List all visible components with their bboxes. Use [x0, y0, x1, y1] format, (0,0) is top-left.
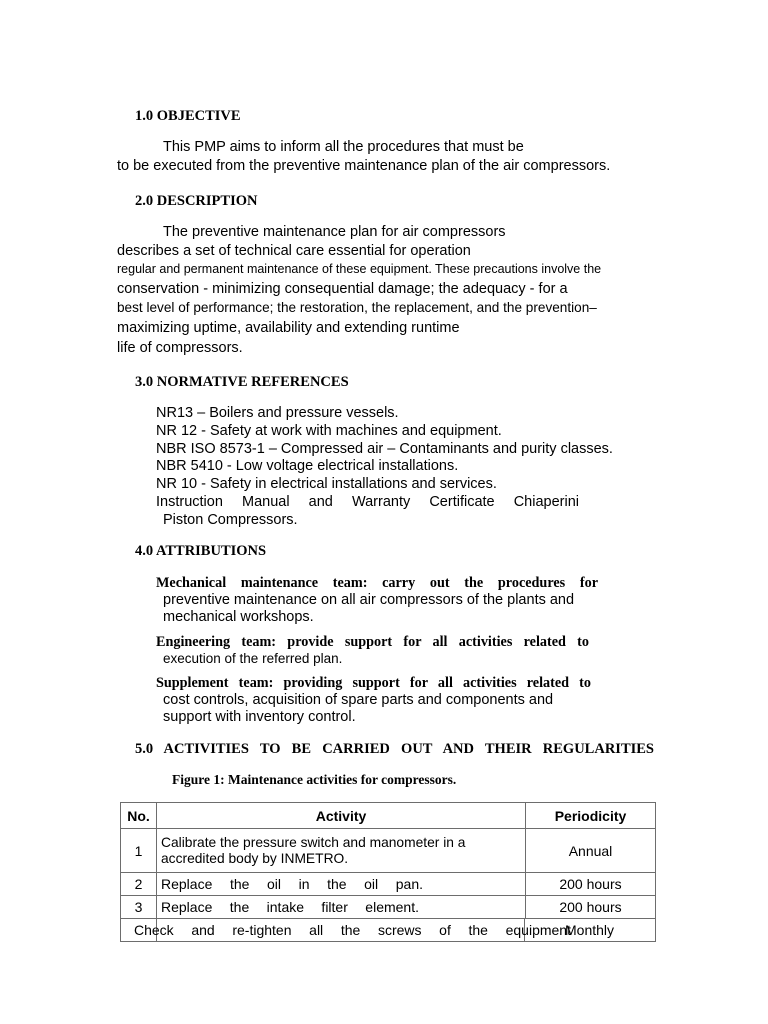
- table-row: [121, 873, 656, 896]
- description-line-4: conservation - minimizing consequential damage; the adequacy - for a: [117, 281, 568, 297]
- attribution-lead: Mechanical maintenance team: carry out the procedures for: [142, 575, 598, 592]
- bullet-icon: [142, 675, 156, 692]
- bullet-icon: [142, 494, 156, 510]
- reference-item: NR 10 - Safety in electrical installations and services.: [156, 476, 497, 492]
- section-heading-attributions: 4.0 ATTRIBUTIONS: [135, 543, 267, 559]
- description-line-7: life of compressors.: [117, 340, 243, 356]
- cell-no: 1: [121, 829, 157, 873]
- bullet-icon: [142, 634, 156, 651]
- reference-item: NBR 5410 - Low voltage electrical installations.: [156, 458, 459, 474]
- reference-item: NR13 – Boilers and pressure vessels.: [156, 405, 399, 421]
- figure-caption: Figure 1: Maintenance activities for compressors.: [172, 772, 457, 787]
- reference-item: Instruction Manual and Warranty Certificate Chiaperini: [142, 494, 579, 510]
- section-heading-description: 2.0 DESCRIPTION: [135, 193, 258, 209]
- maintenance-table: [120, 802, 656, 942]
- attribution-text: mechanical workshops.: [163, 609, 314, 625]
- objective-text-line-2: to be executed from the preventive maintenance plan of the air compressors.: [117, 158, 611, 174]
- cell-periodicity: Annual: [526, 829, 656, 873]
- description-line-1: The preventive maintenance plan for air compressors: [163, 224, 506, 240]
- description-line-3: regular and permanent maintenance of these equipment. These precautions involve the: [117, 262, 602, 276]
- table-header-row: [121, 803, 656, 829]
- section-heading-activities: 5.0 ACTIVITIES TO BE CARRIED OUT AND THEIR REGULARITIES: [135, 741, 654, 757]
- column-header-activity: Activity: [157, 803, 526, 829]
- column-header-periodicity: Periodicity: [526, 803, 656, 829]
- cell-activity-overflow: [121, 919, 656, 942]
- reference-item: NR 12 - Safety at work with machines and equipment.: [156, 423, 502, 439]
- table-row: [121, 829, 656, 873]
- cell-no: 2: [121, 873, 157, 896]
- cell-periodicity: Monthly: [565, 922, 615, 938]
- cell-activity: Replace the oil in the oil pan.: [157, 873, 526, 896]
- reference-item-continuation: Piston Compressors.: [163, 512, 298, 528]
- cell-activity: Replace the intake filter element.: [157, 896, 526, 919]
- cell-activity: Check and re-tighten all the screws of the equipment: [134, 922, 571, 938]
- objective-text-line-1: This PMP aims to inform all the procedures that must be: [163, 139, 524, 155]
- cell-periodicity: 200 hours: [526, 896, 656, 919]
- cell-no: 3: [121, 896, 157, 919]
- section-heading-references: 3.0 NORMATIVE REFERENCES: [135, 374, 349, 390]
- column-header-no: No.: [121, 803, 157, 829]
- description-line-5: best level of performance; the restoration, the replacement, and the prevention–: [117, 300, 597, 315]
- attribution-lead: Supplement team: providing support for all activities related to: [142, 675, 591, 692]
- attribution-lead: Engineering team: provide support for all activities related to: [142, 634, 589, 651]
- table-row: [121, 896, 656, 919]
- cell-activity: Calibrate the pressure switch and manometer in a accredited body by INMETRO.: [157, 829, 526, 873]
- reference-item: NBR ISO 8573-1 – Compressed air – Contaminants and purity classes.: [156, 441, 613, 457]
- attribution-text: execution of the referred plan.: [163, 651, 343, 666]
- bullet-icon: [142, 575, 156, 592]
- section-heading-objective: 1.0 OBJECTIVE: [135, 108, 241, 124]
- attribution-text: cost controls, acquisition of spare parts and components and: [163, 692, 554, 708]
- cell-periodicity: 200 hours: [526, 873, 656, 896]
- description-line-6: maximizing uptime, availability and extending runtime: [117, 320, 460, 336]
- description-line-2: describes a set of technical care essential for operation: [117, 243, 471, 259]
- attribution-text: support with inventory control.: [163, 709, 356, 725]
- table-row: [121, 919, 656, 942]
- attribution-text: preventive maintenance on all air compressors of the plants and: [163, 592, 575, 608]
